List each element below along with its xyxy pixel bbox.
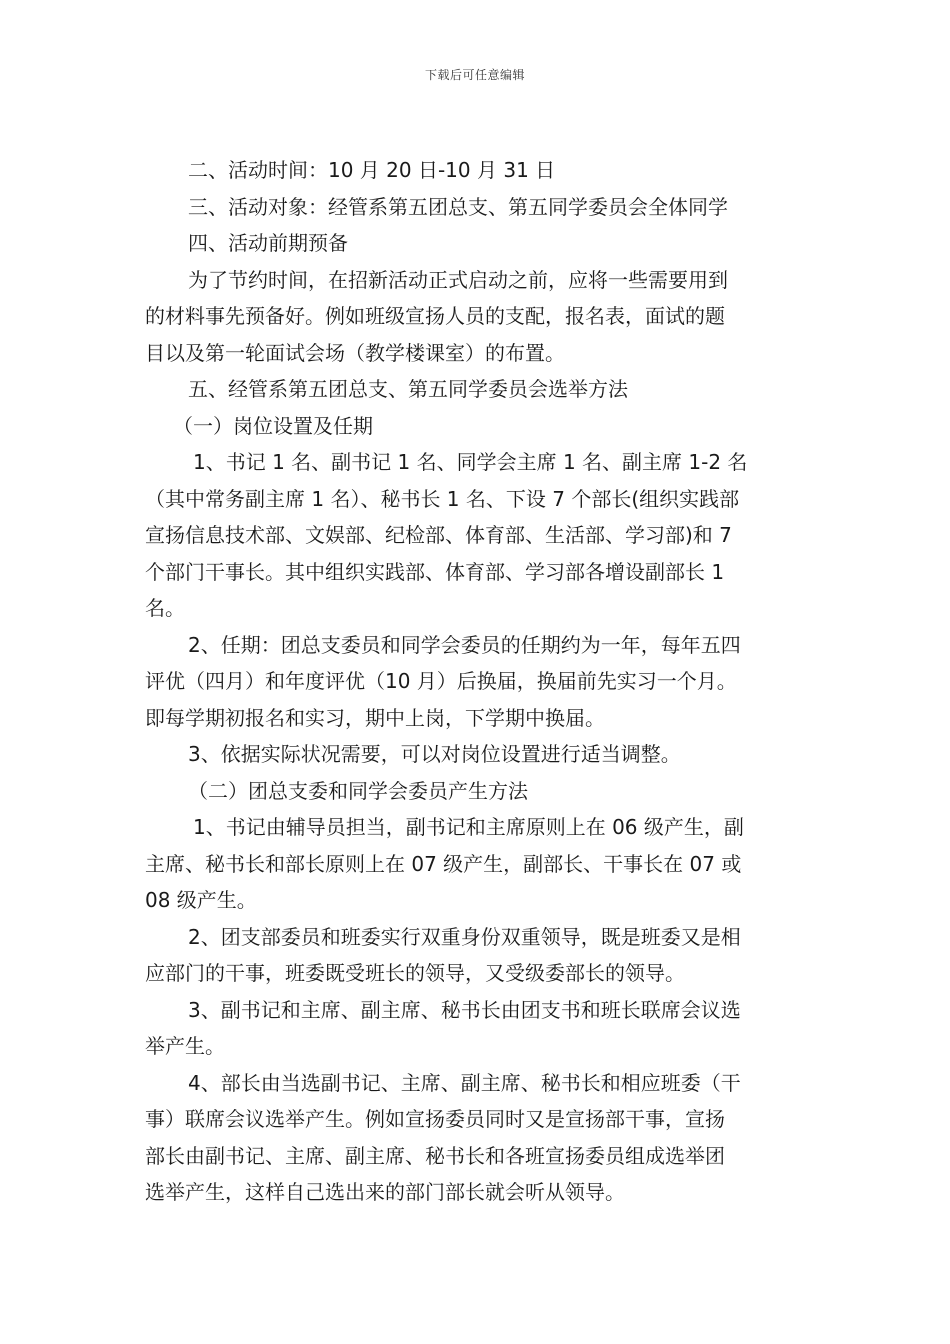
- text-line: 应部门的干事，班委既受班长的领导，又受级委部长的领导。: [145, 961, 685, 985]
- text-line: （其中常务副主席 1 名）、秘书长 1 名、下设 7 个部长(组织实践部: [145, 486, 740, 511]
- text-line: （二）团总支委和同学会委员产生方法: [188, 778, 528, 803]
- text-line: 1、书记由辅导员担当，副书记和主席原则上在 06 级产生，副: [193, 815, 744, 839]
- text-line: 四、活动前期预备: [188, 231, 348, 255]
- text-line: 选举产生，这样自己选出来的部门部长就会听从领导。: [145, 1180, 625, 1204]
- text-line: 2、任期：团总支委员和同学会委员的任期约为一年，每年五四: [188, 632, 741, 657]
- text-line: 事）联席会议选举产生。例如宣扬委员同时又是宣扬部干事，宣扬: [145, 1107, 725, 1131]
- text-line: 目以及第一轮面试会场（教学楼课室）的布置。: [145, 340, 565, 365]
- document-body: [145, 152, 811, 1211]
- text-line: 主席、秘书长和部长原则上在 07 级产生，副部长、干事长在 07 或: [145, 851, 742, 876]
- page-header-note: 下载后可任意编辑: [424, 68, 525, 82]
- text-line: 个部门干事长。其中组织实践部、体育部、学习部各增设副部长 1: [145, 559, 725, 584]
- text-line: 为了节约时间，在招新活动正式启动之前，应将一些需要用到: [188, 267, 728, 292]
- text-line: 1、书记 1 名、副书记 1 名、同学会主席 1 名、副主席 1-2 名: [193, 450, 748, 474]
- text-line: 三、活动对象：经管系第五团总支、第五同学委员会全体同学: [188, 194, 728, 219]
- text-line: 08 级产生。: [145, 888, 257, 912]
- text-line: 五、经管系第五团总支、第五同学委员会选举方法: [188, 377, 628, 401]
- text-line: 4、部长由当选副书记、主席、副主席、秘书长和相应班委（干: [188, 1070, 741, 1095]
- text-line: 二、活动时间：10 月 20 日-10 月 31 日: [188, 158, 556, 182]
- text-line: 宣扬信息技术部、文娱部、纪检部、体育部、生活部、学习部)和 7: [145, 523, 732, 547]
- text-line: 举产生。: [145, 1034, 225, 1058]
- text-line: 2、团支部委员和班委实行双重身份双重领导，既是班委又是相: [188, 924, 741, 949]
- text-line: （一）岗位设置及任期: [173, 413, 373, 438]
- text-line: 3、依据实际状况需要，可以对岗位设置进行适当调整。: [188, 742, 681, 766]
- text-line: 评优（四月）和年度评优（10 月）后换届，换届前先实习一个月。: [145, 669, 737, 693]
- text-line: 的材料事先预备好。例如班级宣扬人员的支配，报名表，面试的题: [145, 304, 725, 328]
- text-line: 即每学期初报名和实习，期中上岗，下学期中换届。: [145, 705, 605, 730]
- text-line: 名。: [145, 596, 185, 620]
- text-line: 3、副书记和主席、副主席、秘书长由团支书和班长联席会议选: [188, 997, 741, 1022]
- text-line: 部长由副书记、主席、副主席、秘书长和各班宣扬委员组成选举团: [145, 1143, 725, 1168]
